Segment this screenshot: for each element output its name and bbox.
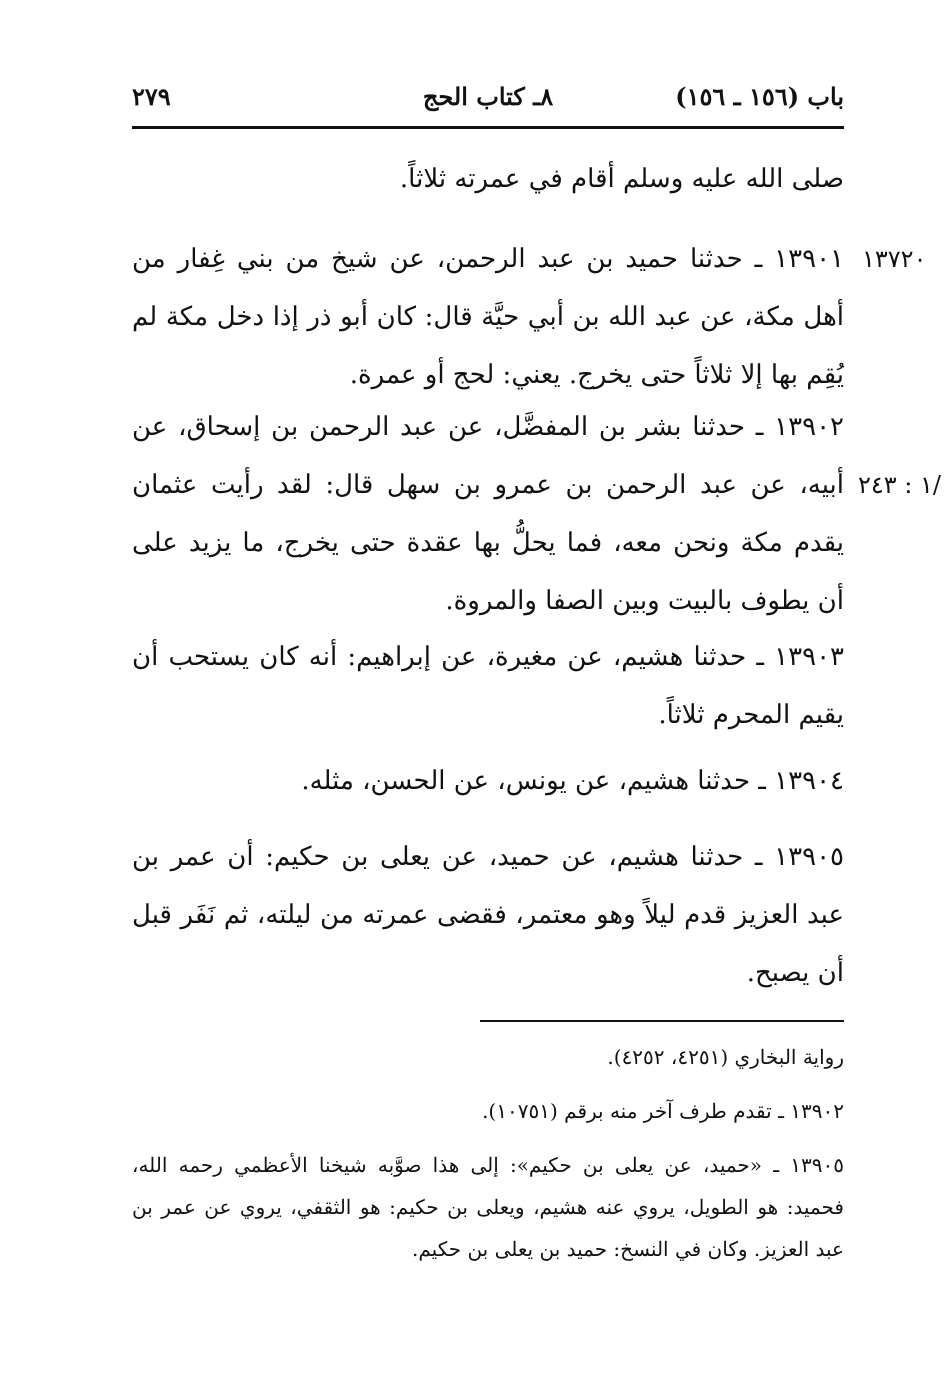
footnote-1: رواية البخاري (٤٢٥١، ٤٢٥٢).	[607, 1045, 844, 1069]
margin-reference-1: ١٣٧٢٠	[862, 245, 927, 273]
hadith-13904: ١٣٩٠٤ ـ حدثنا هشيم، عن يونس، عن الحسن، مثله.	[301, 766, 844, 796]
footnote-rule	[480, 1020, 844, 1022]
chapter-heading: باب (١٥٦ ـ ١٥٦)	[675, 82, 844, 111]
footnote-2: ١٣٩٠٢ ـ تقدم طرف آخر منه برقم (١٠٧٥١).	[482, 1099, 844, 1123]
book-title: ٨ـ كتاب الحج	[422, 82, 554, 111]
paragraph-continuation: صلى الله عليه وسلم أقام في عمرته ثلاثاً.	[399, 164, 844, 194]
running-header	[132, 82, 844, 122]
margin-reference-2: /١ : ٢٤٣	[858, 471, 941, 499]
hadith-13903: ١٣٩٠٣ ـ حدثنا هشيم، عن مغيرة، عن إبراهيم: أنه كان يستحب أن يقيم المحرم ثلاثاً.	[132, 642, 844, 730]
hadith-13901: ١٣٩٠١ ـ حدثنا حميد بن عبد الرحمن، عن شيخ من بني غِفار من أهل مكة، عن عبد الله بن أبي حيَّة قال: كان أبو ذر إذا دخل مكة لم يُقِم بها إلا ثلاثاً حتى يخرج. يعني: لحج أو عمرة.	[132, 244, 845, 390]
hadith-13902: ١٣٩٠٢ ـ حدثنا بشر بن المفضَّل، عن عبد الرحمن بن إسحاق، عن أبيه، عن عبد الرحمن بن عمرو بن سهل قال: لقد رأيت عثمان يقدم مكة ونحن معه، فما يحلُّ بها عقدة حتى يخرج، ما يزيد على أن يطوف بالبيت وبين الصفا والمروة.	[132, 412, 844, 616]
footnote-3: ١٣٩٠٥ ـ «حميد، عن يعلى بن حكيم»: إلى هذا صوَّبه شيخنا الأعظمي رحمه الله، فحميد: هو الطويل، يروي عنه هشيم، ويعلى بن حكيم: هو الثقفي، يروي عن عمر بن عبد العزيز. وكان في النسخ: حميد بن يعلى بن حكيم.	[132, 1153, 844, 1261]
hadith-13905: ١٣٩٠٥ ـ حدثنا هشيم، عن حميد، عن يعلى بن حكيم: أن عمر بن عبد العزيز قدم ليلاً وهو معتمر، فقضى عمرته من ليلته، ثم نَفَر قبل أن يصبح.	[132, 842, 844, 988]
page-number: ٢٧٩	[132, 82, 171, 111]
header-rule	[132, 126, 844, 129]
